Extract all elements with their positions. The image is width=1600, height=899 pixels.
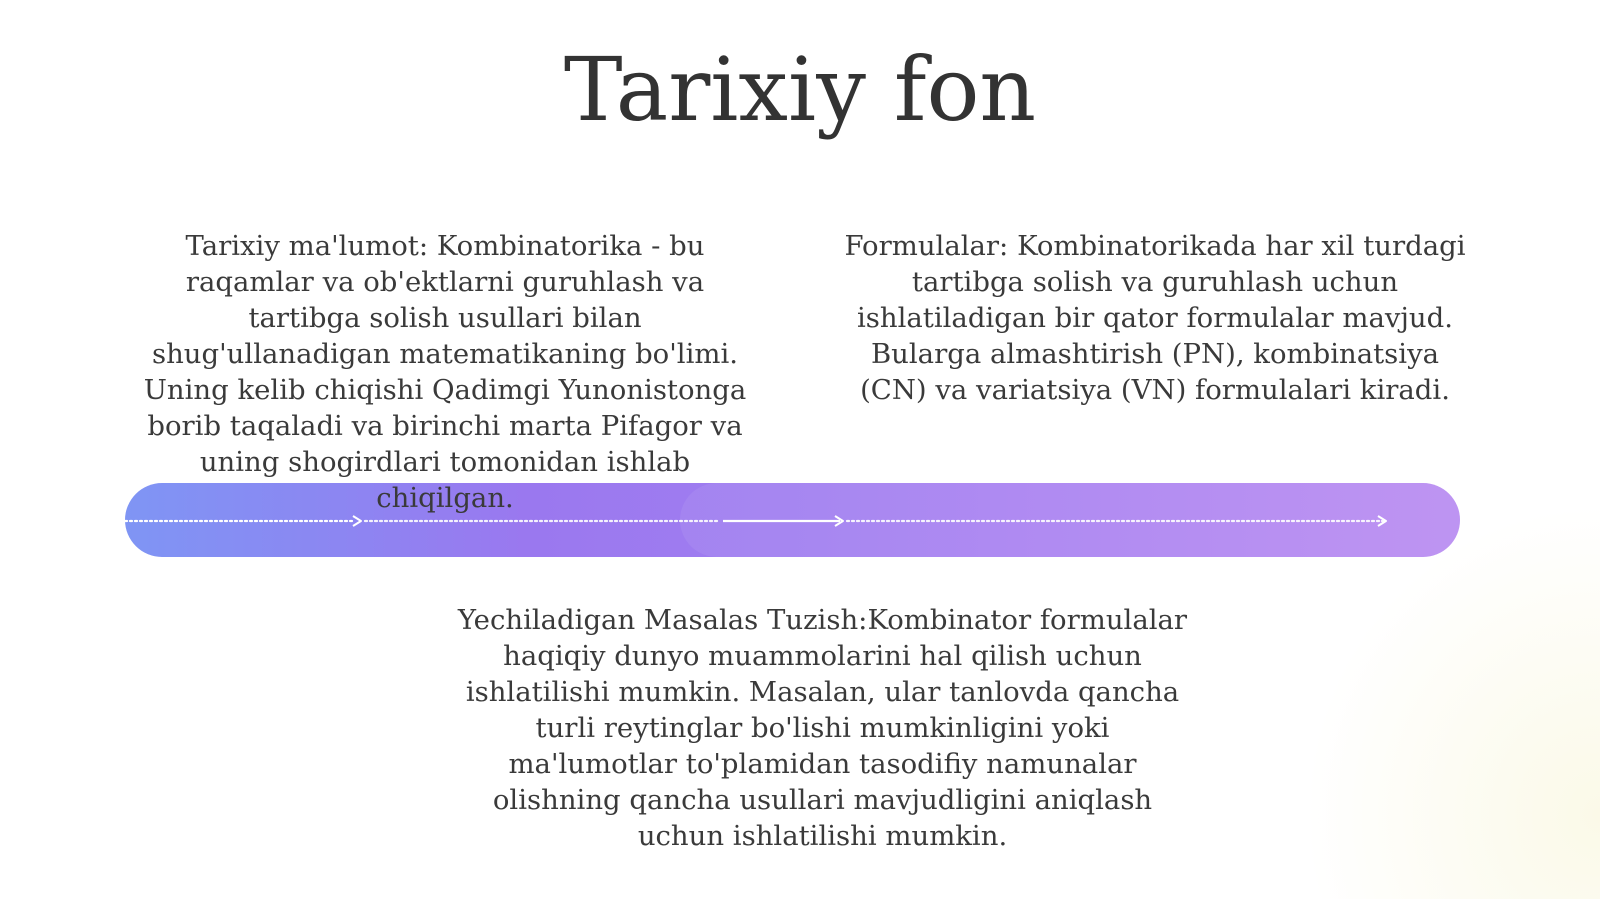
slide-title: Tarixiy fon (563, 38, 1037, 141)
formulas-text-block: Formulalar: Kombinatorikada har xil turdagi tartibga solish va guruhlash uchun ishlatiladigan bir qator formulalar mavjud. Bularga almashtirish (PN), kombinatsiya (CN) va variatsiya (VN) formulalari kiradi. (844, 230, 1466, 406)
problem-solving-text-block: Yechiladigan Masalas Tuzish:Kombinator formulalar haqiqiy dunyo muammolarini hal qilish uchun ishlatilishi mumkin. Masalan, ular tanlovda qancha turli reytinglar bo'lishi mumkinligini yoki ma'lumotlar to'plamidan tasodifiy namunalar olishning qancha usullari mavjudligini aniqlash uchun ishlatilishi mumkin. (457, 604, 1188, 852)
arrow-right-icon (353, 516, 361, 526)
history-text-block: Tarixiy ma'lumot: Kombinatorika - bu raqamlar va ob'ektlarni guruhlash va tartibga solish usullari bilan shug'ullanadigan matematikaning bo'limi. Uning kelib chiqishi Qadimgi Yunonistonga borib taqaladi va birinchi marta Pifagor va uning shogirdlari tomonidan ishlab chiqilgan. (143, 230, 747, 514)
